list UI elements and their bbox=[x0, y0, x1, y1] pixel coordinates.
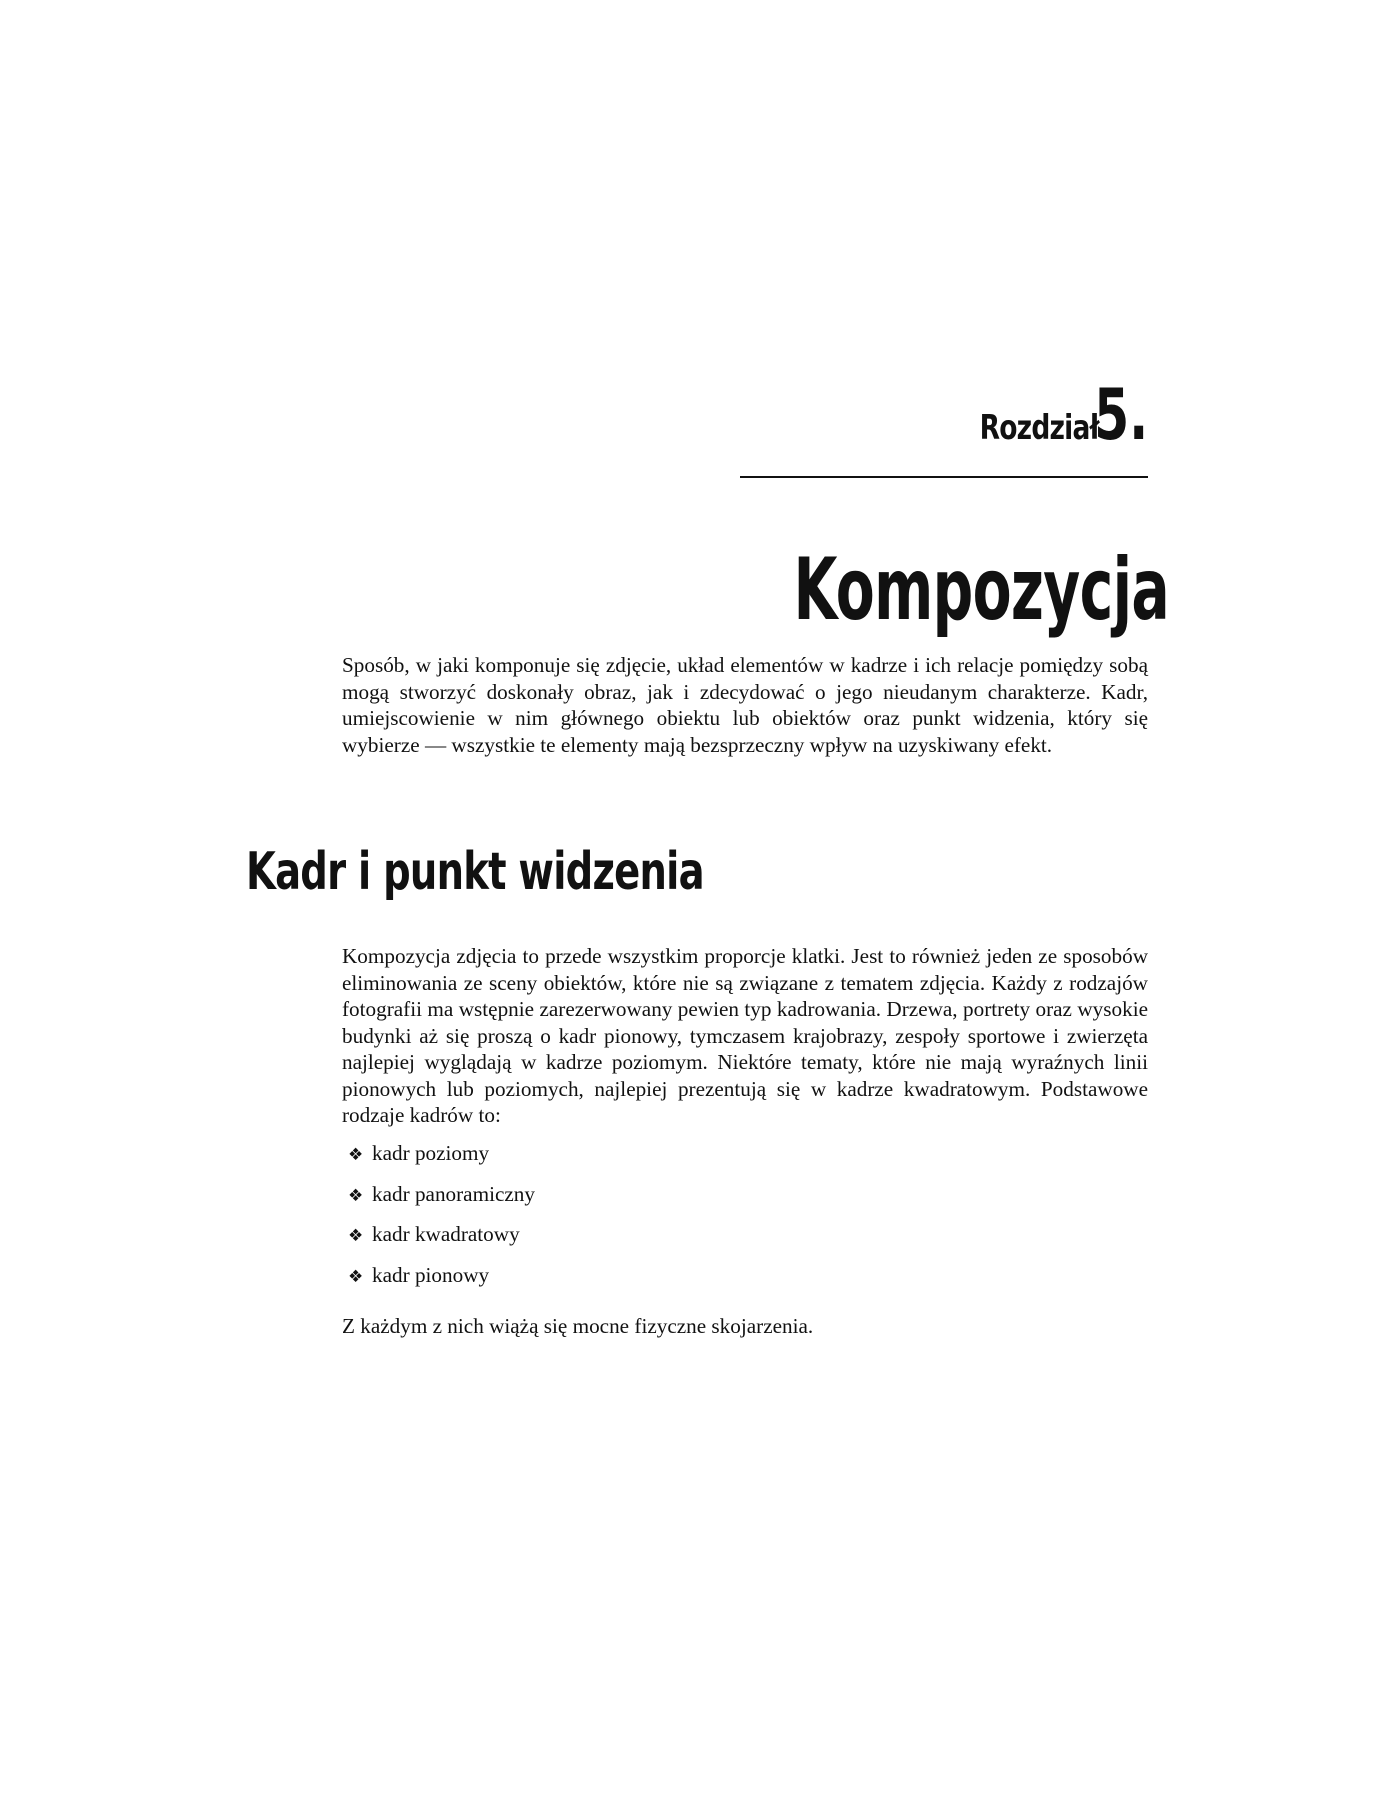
chapter-title-text: Kompozycja bbox=[793, 539, 1170, 640]
list-item-text: kadr panoramiczny bbox=[372, 1181, 535, 1206]
diamond-bullet-icon: ❖ bbox=[348, 1266, 364, 1287]
list-item bbox=[348, 1181, 535, 1222]
list-item-text: kadr kwadratowy bbox=[372, 1222, 520, 1246]
diamond-bullet-icon: ❖ bbox=[348, 1185, 364, 1206]
diamond-bullet-icon: ❖ bbox=[348, 1145, 364, 1165]
closing-paragraph: Z każdym z nich wiążą się mocne fizyczne skojarzenia. bbox=[342, 1314, 814, 1338]
list-item bbox=[348, 1221, 535, 1262]
chapter-title bbox=[600, 539, 1170, 640]
list-item-text: kadr pionowy bbox=[372, 1262, 490, 1287]
chapter-number: 5. bbox=[1093, 374, 1148, 456]
list-item bbox=[348, 1262, 535, 1303]
section-heading-text: Kadr i punkt widzenia bbox=[246, 842, 704, 902]
diamond-bullet-icon: ❖ bbox=[348, 1226, 364, 1246]
chapter-label: Rozdział bbox=[979, 408, 1099, 448]
list-item bbox=[348, 1140, 535, 1181]
chapter-divider bbox=[740, 476, 1148, 478]
intro-paragraph: Sposób, w jaki komponuje się zdjęcie, układ elementów w kadrze i ich relacje pomiędzy sobą mogą stworzyć doskonały obraz, jak i zdecydować o jego nieudanym charakterze. Kadr, umiejscowienie w nim głównego obiektu lub obiektów oraz punkt widzenia, który się wybierze — wszystkie te elementy mają bezsprzeczny wpływ na uzyskiwany efekt. bbox=[342, 653, 1148, 757]
section-paragraph: Kompozycja zdjęcia to przede wszystkim proporcje klatki. Jest to również jeden ze sposobów eliminowania ze sceny obiektów, które nie są związane z tematem zdjęcia. Każdy z rodzajów fotografii ma wstępnie zarezerwowany pewien typ kadrowania. Drzewa, portrety oraz wysokie budynki aż się proszą o kadr pionowy, tymczasem krajobrazy, zespoły sportowe i zwierzęta najlepiej wyglądają w kadrze poziomym. Niektóre tematy, które nie mają wyraźnych linii pionowych lub poziomych, najlepiej prezentują się w kadrze kwadratowym. Podstawowe rodzaje kadrów to: bbox=[342, 944, 1148, 1127]
section-heading bbox=[246, 842, 865, 902]
chapter-header bbox=[740, 374, 1148, 460]
frame-types-list bbox=[348, 1140, 535, 1302]
list-item-text: kadr poziomy bbox=[372, 1141, 490, 1165]
